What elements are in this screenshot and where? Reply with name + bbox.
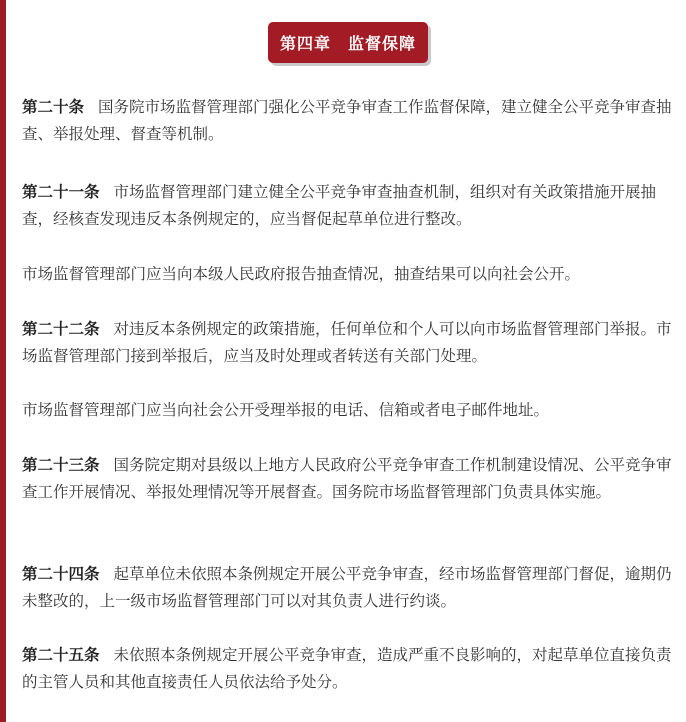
article-text: 国务院定期对县级以上地方人民政府公平竞争审查工作机制建设情况、公平竞争审查工作开展情况、举报处理情况等开展督查。国务院市场监督管理部门负责具体实施。 <box>22 456 672 501</box>
article-number: 第二十条 <box>22 98 85 116</box>
article-23 <box>22 452 674 506</box>
article-text: 未依照本条例规定开展公平竞争审查，造成严重不良影响的，对起草单位直接负责的主管人员和其他直接责任人员依法给予处分。 <box>22 646 672 691</box>
chapter-title: 第四章 监督保障 <box>268 22 428 63</box>
article-number: 第二十三条 <box>22 456 100 474</box>
article-20 <box>22 94 674 148</box>
article-text: 市场监督管理部门应当向本级人民政府报告抽查情况，抽查结果可以向社会公开。 <box>22 265 581 283</box>
article-22 <box>22 316 674 370</box>
article-number: 第二十五条 <box>22 646 100 664</box>
article-24 <box>22 561 674 615</box>
article-text: 起草单位未依照本条例规定开展公平竞争审查，经市场监督管理部门督促，逾期仍未整改的，上一级市场监督管理部门可以对其负责人进行约谈。 <box>22 565 672 610</box>
chapter-header <box>22 0 674 82</box>
article-number: 第二十四条 <box>22 565 100 583</box>
article-number: 第二十一条 <box>22 183 100 201</box>
article-text: 市场监督管理部门应当向社会公开受理举报的电话、信箱或者电子邮件地址。 <box>22 401 550 419</box>
article-22-para-2 <box>22 397 674 424</box>
article-25 <box>22 642 674 696</box>
article-text: 市场监督管理部门建立健全公平竞争审查抽查机制，组织对有关政策措施开展抽查，经核查发现违反本条例规定的，应当督促起草单位进行整改。 <box>22 183 657 228</box>
article-21 <box>22 179 674 233</box>
article-text: 对违反本条例规定的政策措施，任何单位和个人可以向市场监督管理部门举报。市场监督管理部门接到举报后，应当及时处理或者转送有关部门处理。 <box>22 320 672 365</box>
left-accent-bar <box>0 0 6 722</box>
article-number: 第二十二条 <box>22 320 100 338</box>
article-21-para-2 <box>22 261 674 288</box>
document-body <box>22 0 674 691</box>
article-text: 国务院市场监督管理部门强化公平竞争审查工作监督保障，建立健全公平竞争审查抽查、举报处理、督查等机制。 <box>22 98 672 143</box>
